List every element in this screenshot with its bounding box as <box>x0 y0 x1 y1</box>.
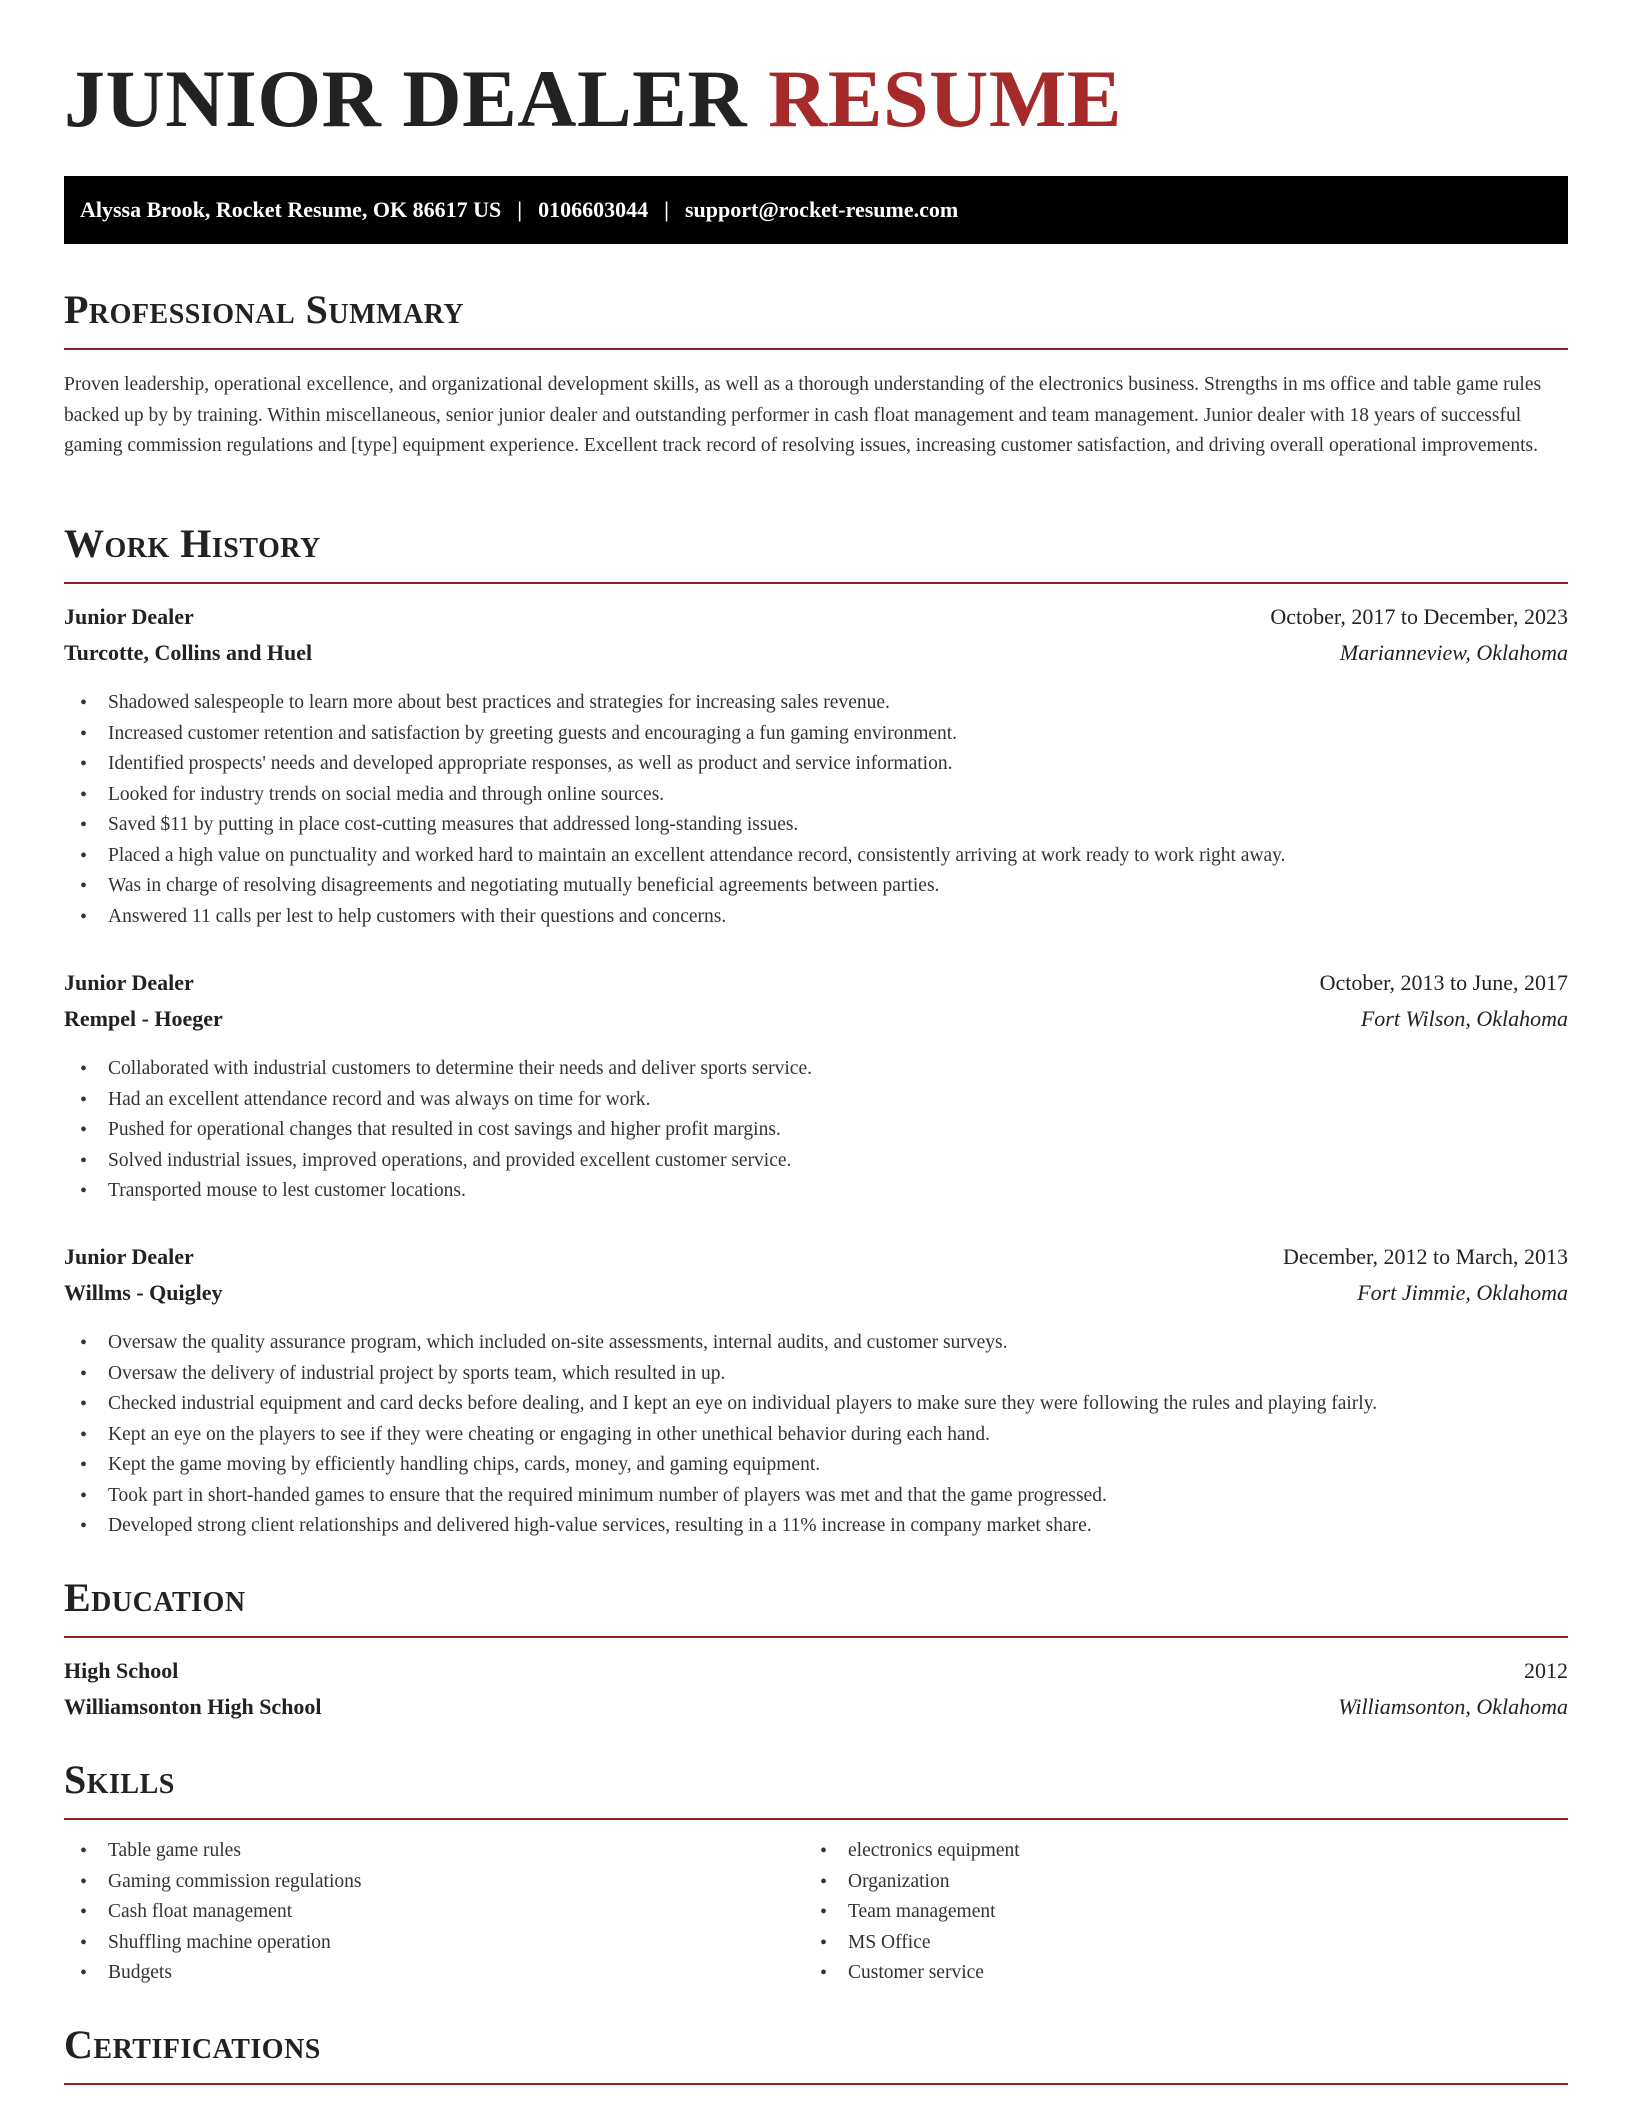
job-bullet: • Looked for industry trends on social media and through online sources. <box>64 780 1568 811</box>
section-summary-header <box>64 287 1568 350</box>
summary-text: Proven leadership, operational excellence, and organizational development skills, as well as a thorough understanding of the electronics business. Strengths in ms office and table game rules backed up by by training. Within miscellaneous, senior junior dealer and outstanding performer in cash float management and team management. Junior dealer with 18 years of successful gaming commission regulations and [type] equipment experience. Excellent track record of resolving issues, increasing customer satisfaction, and driving overall operational improvements. <box>64 374 1542 456</box>
job-location: Fort Jimmie, Oklahoma <box>1357 1280 1568 1305</box>
job-bullet: • Collaborated with industrial customers to determine their needs and deliver sports service. <box>64 1054 1568 1085</box>
job-entry <box>64 1244 1568 1542</box>
job-bullets <box>64 1328 1568 1542</box>
job-bullets <box>64 1054 1568 1207</box>
job-bullet: • Transported mouse to lest customer locations. <box>64 1176 1568 1207</box>
job-company-row <box>64 1280 1568 1316</box>
title-part-1: JUNIOR DEALER <box>64 53 748 144</box>
job-bullet: • Solved industrial issues, improved operations, and provided excellent customer service. <box>64 1146 1568 1177</box>
job-header-row <box>64 604 1568 640</box>
education-school: Williamsonton High School <box>64 1694 322 1719</box>
job-dates: October, 2013 to June, 2017 <box>1319 970 1568 995</box>
section-divider <box>64 1636 1568 1638</box>
job-dates: December, 2012 to March, 2013 <box>1282 1244 1568 1269</box>
job-title: Junior Dealer <box>64 970 194 995</box>
education-school-row <box>64 1694 1568 1730</box>
job-bullet: • Placed a high value on punctuality and worked hard to maintain an excellent attendance record, consistently arriving at work ready to work right away. <box>64 841 1568 872</box>
job-bullet: • Increased customer retention and satisfaction by greeting guests and encouraging a fun gaming environment. <box>64 719 1568 750</box>
education-year: 2012 <box>1524 1658 1568 1683</box>
skill-item: • Team management <box>804 1897 1544 1928</box>
job-bullet: • Oversaw the quality assurance program, which included on-site assessments, internal audits, and customer surveys. <box>64 1328 1568 1359</box>
job-bullet: • Identified prospects' needs and developed appropriate responses, as well as product and service information. <box>64 749 1568 780</box>
job-company: Willms - Quigley <box>64 1280 223 1305</box>
job-bullet: • Saved $11 by putting in place cost-cutting measures that addressed long-standing issues. <box>64 810 1568 841</box>
contact-separator: | <box>664 197 669 222</box>
skill-item: • Organization <box>804 1867 1544 1898</box>
section-divider <box>64 348 1568 350</box>
contact-bar <box>64 176 1568 244</box>
contact-phone: 0106603044 <box>538 197 649 222</box>
title-part-2: RESUME <box>768 53 1122 144</box>
section-title: Professional Summary <box>64 287 465 332</box>
job-bullet: • Oversaw the delivery of industrial project by sports team, which resulted in up. <box>64 1359 1568 1390</box>
job-entry <box>64 604 1568 932</box>
section-skills-header <box>64 1757 1568 1820</box>
section-divider <box>64 582 1568 584</box>
job-bullet: • Checked industrial equipment and card decks before dealing, and I kept an eye on individual players to make sure they were following the rules and playing fairly. <box>64 1389 1568 1420</box>
skill-item: • Budgets <box>64 1958 804 1989</box>
contact-address: Alyssa Brook, Rocket Resume, OK 86617 US <box>80 197 502 222</box>
section-divider <box>64 1818 1568 1820</box>
job-header-row <box>64 970 1568 1006</box>
skills-column-right <box>804 1836 1544 1989</box>
job-header-row <box>64 1244 1568 1280</box>
job-location: Fort Wilson, Oklahoma <box>1360 1006 1568 1031</box>
education-header-row <box>64 1658 1568 1694</box>
job-company-row <box>64 1006 1568 1042</box>
job-dates: October, 2017 to December, 2023 <box>1270 604 1568 629</box>
skills-list <box>64 1836 1568 1989</box>
section-education-header <box>64 1575 1568 1638</box>
section-divider <box>64 2083 1568 2085</box>
job-bullet: • Had an excellent attendance record and was always on time for work. <box>64 1085 1568 1116</box>
skill-item: • Cash float management <box>64 1897 804 1928</box>
education-location: Williamsonton, Oklahoma <box>1338 1694 1568 1719</box>
job-bullet: • Pushed for operational changes that resulted in cost savings and higher profit margins. <box>64 1115 1568 1146</box>
skill-item: • Table game rules <box>64 1836 804 1867</box>
education-degree: High School <box>64 1658 179 1683</box>
skill-item: • Customer service <box>804 1958 1544 1989</box>
section-title: Skills <box>64 1757 175 1802</box>
section-work-header <box>64 521 1568 584</box>
education-entry <box>64 1658 1568 1730</box>
job-bullet: • Developed strong client relationships and delivered high-value services, resulting in a 11% increase in company market share. <box>64 1511 1568 1542</box>
job-entry <box>64 970 1568 1207</box>
job-title: Junior Dealer <box>64 604 194 629</box>
section-title: Work History <box>64 521 321 566</box>
skills-column-left <box>64 1836 804 1989</box>
job-bullet: • Was in charge of resolving disagreements and negotiating mutually beneficial agreements between parties. <box>64 871 1568 902</box>
job-bullet: • Kept the game moving by efficiently handling chips, cards, money, and gaming equipment. <box>64 1450 1568 1481</box>
job-company: Rempel - Hoeger <box>64 1006 223 1031</box>
job-bullet: • Took part in short-handed games to ensure that the required minimum number of players was met and that the game progressed. <box>64 1481 1568 1512</box>
contact-email: support@rocket-resume.com <box>684 197 959 222</box>
section-title: Certifications <box>64 2022 321 2067</box>
skill-item: • electronics equipment <box>804 1836 1544 1867</box>
skill-item: • Shuffling machine operation <box>64 1928 804 1959</box>
job-bullet: • Answered 11 calls per lest to help customers with their questions and concerns. <box>64 902 1568 933</box>
skill-item: • Gaming commission regulations <box>64 1867 804 1898</box>
job-bullet: • Kept an eye on the players to see if they were cheating or engaging in other unethical behavior during each hand. <box>64 1420 1568 1451</box>
contact-separator: | <box>517 197 523 222</box>
job-bullets <box>64 688 1568 932</box>
section-title: Education <box>64 1575 246 1620</box>
job-company-row <box>64 640 1568 676</box>
resume-title <box>64 53 1122 144</box>
job-title: Junior Dealer <box>64 1244 194 1269</box>
job-company: Turcotte, Collins and Huel <box>64 640 313 665</box>
job-location: Marianneview, Oklahoma <box>1339 640 1568 665</box>
section-certifications-header <box>64 2022 1568 2085</box>
job-bullet: • Shadowed salespeople to learn more about best practices and strategies for increasing sales revenue. <box>64 688 1568 719</box>
skill-item: • MS Office <box>804 1928 1544 1959</box>
